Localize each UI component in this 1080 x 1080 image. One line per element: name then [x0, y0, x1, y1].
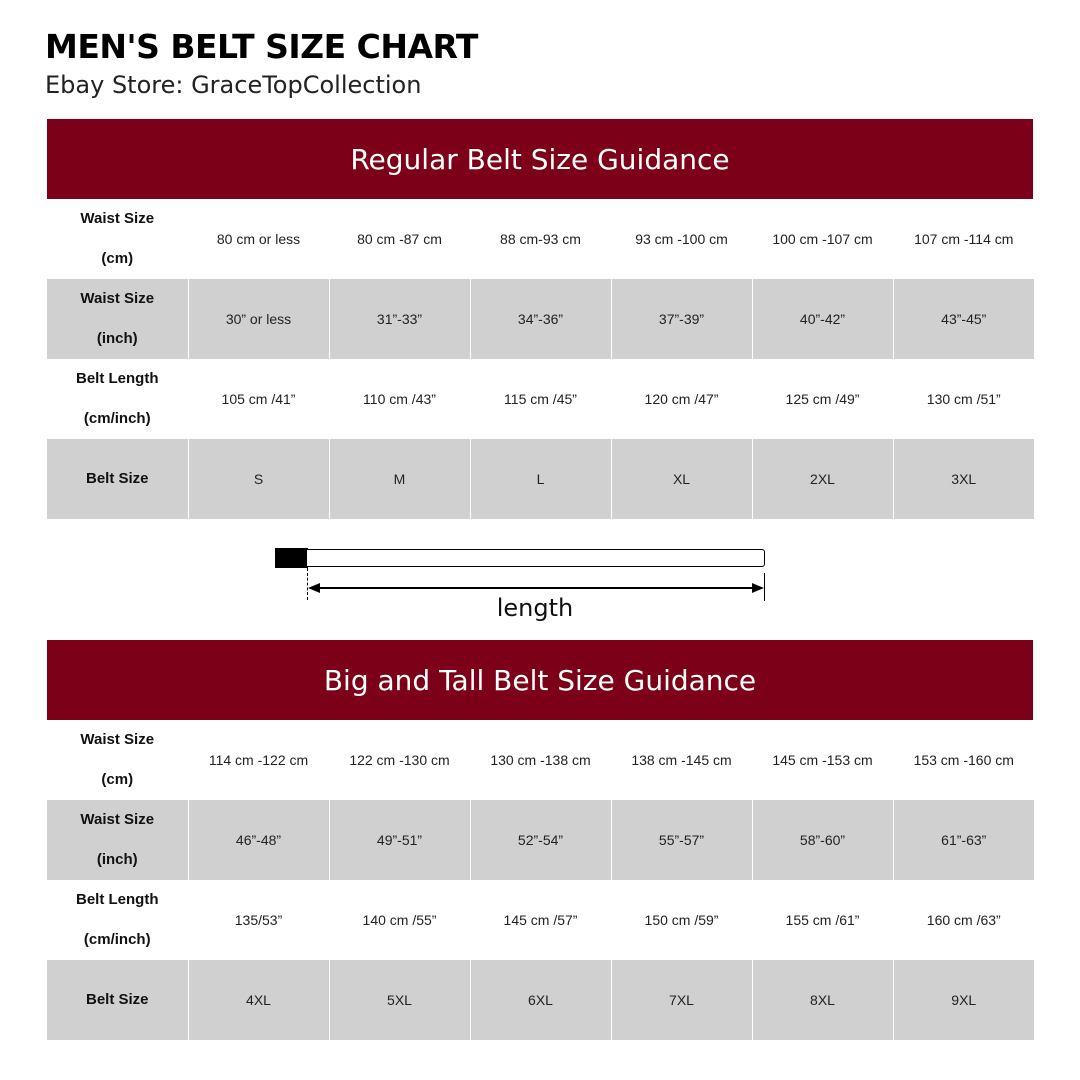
row-header-label: Belt Size [85, 991, 149, 1008]
table-cell: 125 cm /49” [752, 359, 893, 439]
table-cell: 52”-54” [470, 800, 611, 880]
row-header [47, 960, 188, 1040]
table-cell: 43”-45” [893, 279, 1034, 359]
row-header [47, 880, 188, 960]
bigtall-size-table [47, 720, 1034, 1040]
table-cell: 150 cm /59” [611, 880, 752, 960]
table-cell: 110 cm /43” [329, 359, 470, 439]
table-cell: 2XL [752, 439, 893, 519]
table-cell: 4XL [188, 960, 329, 1040]
table-cell: 55”-57” [611, 800, 752, 880]
row-header-unit: (cm) [101, 250, 134, 267]
row-header-unit: (cm) [101, 771, 134, 788]
regular-section-banner [47, 119, 1033, 199]
row-header [47, 720, 188, 800]
table-cell: 88 cm-93 cm [470, 199, 611, 279]
row-header [47, 800, 188, 880]
row-header-label: Waist Size [80, 290, 155, 307]
table-cell: 9XL [893, 960, 1034, 1040]
table-cell: 153 cm -160 cm [893, 720, 1034, 800]
table-cell: 37”-39” [611, 279, 752, 359]
row-header-label: Waist Size [80, 731, 155, 748]
arrow-left-icon [308, 583, 320, 593]
table-cell: S [188, 439, 329, 519]
row-header-label: Belt Length [76, 370, 159, 387]
table-cell: 115 cm /45” [470, 359, 611, 439]
table-cell: 160 cm /63” [893, 880, 1034, 960]
row-header-unit: (inch) [96, 851, 138, 868]
table-cell: 3XL [893, 439, 1034, 519]
table-cell: 140 cm /55” [329, 880, 470, 960]
table-cell: 105 cm /41” [188, 359, 329, 439]
arrow-right-icon [752, 583, 764, 593]
table-cell: 107 cm -114 cm [893, 199, 1034, 279]
table-cell: 40”-42” [752, 279, 893, 359]
bigtall-section-banner [47, 640, 1033, 720]
table-cell: 46”-48” [188, 800, 329, 880]
table-cell: 138 cm -145 cm [611, 720, 752, 800]
length-arrow-line [310, 587, 762, 589]
table-cell: 58”-60” [752, 800, 893, 880]
table-cell: 93 cm -100 cm [611, 199, 752, 279]
belt-length-diagram [270, 540, 790, 630]
table-cell: 80 cm -87 cm [329, 199, 470, 279]
row-header [47, 279, 188, 359]
regular-section-heading: Regular Belt Size Guidance [350, 142, 730, 176]
table-cell: 145 cm -153 cm [752, 720, 893, 800]
table-cell: 100 cm -107 cm [752, 199, 893, 279]
length-label: length [496, 594, 574, 622]
table-cell: 120 cm /47” [611, 359, 752, 439]
table-cell: XL [611, 439, 752, 519]
table-cell: 8XL [752, 960, 893, 1040]
length-end-marker [764, 573, 765, 601]
table-row [47, 880, 1034, 960]
table-row [47, 439, 1034, 519]
page-title: MEN'S BELT SIZE CHART [45, 27, 478, 66]
table-cell: L [470, 439, 611, 519]
table-cell: 6XL [470, 960, 611, 1040]
table-row [47, 279, 1034, 359]
bigtall-section-heading: Big and Tall Belt Size Guidance [323, 663, 757, 697]
row-header-unit: (cm/inch) [83, 410, 151, 427]
table-cell: 31”-33” [329, 279, 470, 359]
belt-strap-shape [307, 549, 765, 567]
row-header-unit: (cm/inch) [83, 931, 151, 948]
belt-buckle-shape [275, 548, 308, 568]
row-header-label: Belt Length [76, 891, 159, 908]
table-cell: 130 cm -138 cm [470, 720, 611, 800]
table-cell: 7XL [611, 960, 752, 1040]
table-row [47, 199, 1034, 279]
table-cell: 49”-51” [329, 800, 470, 880]
table-cell: 34”-36” [470, 279, 611, 359]
table-row [47, 359, 1034, 439]
table-cell: 135/53” [188, 880, 329, 960]
table-cell: 122 cm -130 cm [329, 720, 470, 800]
table-cell: 80 cm or less [188, 199, 329, 279]
table-row [47, 800, 1034, 880]
row-header [47, 359, 188, 439]
regular-size-table [47, 199, 1034, 519]
table-row [47, 720, 1034, 800]
row-header-label: Belt Size [85, 470, 149, 487]
row-header [47, 199, 188, 279]
table-cell: 114 cm -122 cm [188, 720, 329, 800]
table-row [47, 960, 1034, 1040]
table-cell: 145 cm /57” [470, 880, 611, 960]
store-subtitle: Ebay Store: GraceTopCollection [45, 71, 422, 99]
row-header-unit: (inch) [96, 330, 138, 347]
table-cell: 61”-63” [893, 800, 1034, 880]
table-cell: M [329, 439, 470, 519]
table-cell: 130 cm /51” [893, 359, 1034, 439]
row-header-label: Waist Size [80, 210, 155, 227]
table-cell: 30” or less [188, 279, 329, 359]
row-header [47, 439, 188, 519]
table-cell: 155 cm /61” [752, 880, 893, 960]
table-cell: 5XL [329, 960, 470, 1040]
row-header-label: Waist Size [80, 811, 155, 828]
